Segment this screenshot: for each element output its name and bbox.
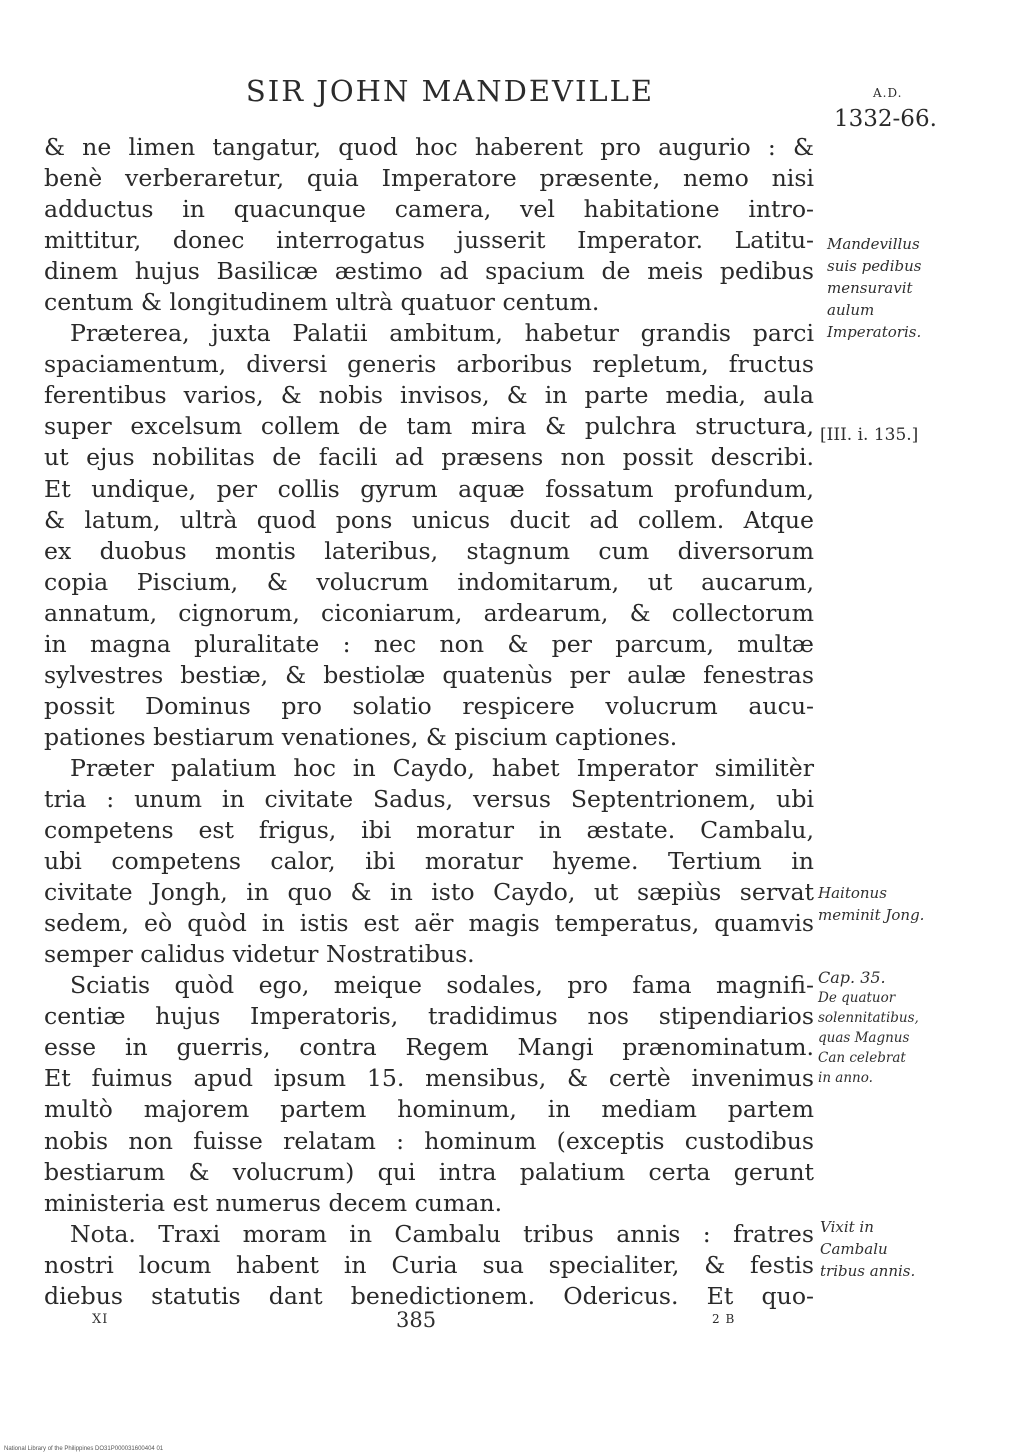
text-line: pationes bestiarum venationes, & piscium captiones.	[44, 722, 678, 751]
text-line: Præter palatium hoc in Caydo, habet Imperator similitèr	[70, 753, 814, 782]
text-line: Nota. Traxi moram in Cambalu tribus annis : fratres	[70, 1219, 814, 1248]
text-line: Sciatis quòd ego, meique sodales, pro fama magnifi-	[70, 971, 814, 1000]
text-line: super excelsum collem de tam mira & pulchra structura,	[44, 412, 814, 441]
margin-note-mandevillus: Mandevillus suis pedibus mensuravit aulum Imperatoris.	[827, 235, 922, 341]
text-line: Et fuimus apud ipsum 15. mensibus, & certè invenimus	[44, 1064, 814, 1093]
text-line: competens est frigus, ibi moratur in æstate. Cambalu,	[44, 816, 814, 845]
margin-note-cap: Cap. 35. De quatuor solennitatibus, quas Magnus Can celebrat in anno.	[818, 968, 919, 1086]
text-line: spaciamentum, diversi generis arboribus repletum, fructus	[44, 350, 814, 379]
text-line: multò majorem partem hominum, in mediam partem	[44, 1095, 814, 1124]
footer-page-number: 385	[396, 1308, 437, 1332]
running-head-years: 1332-66.	[834, 106, 937, 132]
margin-note-haitonus: Haitonus meminit Jong.	[818, 884, 925, 924]
margin-note-reference: [III. i. 135.]	[820, 425, 919, 445]
text-line: diebus statutis dant benedictionem. Odericus. Et quo-	[44, 1281, 814, 1310]
text-line: sedem, eò quòd in istis est aër magis temperatus, quamvis	[44, 909, 814, 938]
text-line: in magna pluralitate : nec non & per parcum, multæ	[44, 629, 814, 658]
running-head-title: SIR JOHN MANDEVILLE	[245, 74, 655, 108]
text-line: centiæ hujus Imperatoris, tradidimus nos stipendiarios	[44, 1002, 814, 1031]
text-line: mittitur, donec interrogatus jusserit Imperator. Latitu-	[44, 226, 814, 255]
text-line: copia Piscium, & volucrum indomitarum, ut aucarum,	[44, 567, 814, 596]
text-line: ministeria est numerus decem cuman.	[44, 1188, 503, 1217]
text-line: annatum, cignorum, ciconiarum, ardearum, & collectorum	[44, 598, 814, 627]
footer-signature: 2 B	[712, 1312, 736, 1326]
text-line: ferentibus varios, & nobis invisos, & in parte media, aula	[44, 381, 814, 410]
text-line: esse in guerris, contra Regem Mangi prænominatum.	[44, 1033, 814, 1062]
body-text	[44, 132, 814, 1312]
text-line: semper calidus videtur Nostratibus.	[44, 940, 475, 969]
text-line: dinem hujus Basilicæ æstimo ad spacium de meis pedibus	[44, 257, 814, 286]
text-line: tria : unum in civitate Sadus, versus Septentrionem, ubi	[44, 784, 814, 813]
text-line: Et undique, per collis gyrum aquæ fossatum profundum,	[44, 474, 814, 503]
text-line: benè verberaretur, quia Imperatore præsente, nemo nisi	[44, 164, 814, 193]
text-line: ubi competens calor, ibi moratur hyeme. Tertium in	[44, 847, 814, 876]
library-imprint: National Library of the Philippines DO31P000031600404 01	[4, 1446, 164, 1452]
text-line: bestiarum & volucrum) qui intra palatium certa gerunt	[44, 1157, 814, 1186]
text-line: possit Dominus pro solatio respicere volucrum aucu-	[44, 691, 814, 720]
text-line: centum & longitudinem ultrà quatuor centum.	[44, 288, 600, 317]
text-line: nostri locum habent in Curia sua specialiter, & festis	[44, 1250, 814, 1279]
text-line: & latum, ultrà quod pons unicus ducit ad collem. Atque	[44, 505, 814, 534]
footer-volume: XI	[92, 1312, 109, 1327]
text-line: ut ejus nobilitas de facili ad præsens non possit describi.	[44, 443, 814, 472]
margin-note-vixit: Vixit in Cambalu tribus annis.	[820, 1218, 916, 1280]
text-line: & ne limen tangatur, quod hoc haberent pro augurio : &	[44, 133, 814, 161]
text-line: ex duobus montis lateribus, stagnum cum diversorum	[44, 536, 814, 565]
text-line: sylvestres bestiæ, & bestiolæ quatenùs per aulæ fenestras	[44, 660, 814, 689]
text-line: civitate Jongh, in quo & in isto Caydo, ut sæpiùs servat	[44, 878, 814, 907]
text-line: adductus in quacunque camera, vel habitatione intro-	[44, 195, 814, 224]
text-line: nobis non fuisse relatam : hominum (exceptis custodibus	[44, 1126, 814, 1155]
running-head-ad: A.D.	[873, 86, 903, 100]
text-line: Præterea, juxta Palatii ambitum, habetur grandis parci	[70, 319, 814, 348]
